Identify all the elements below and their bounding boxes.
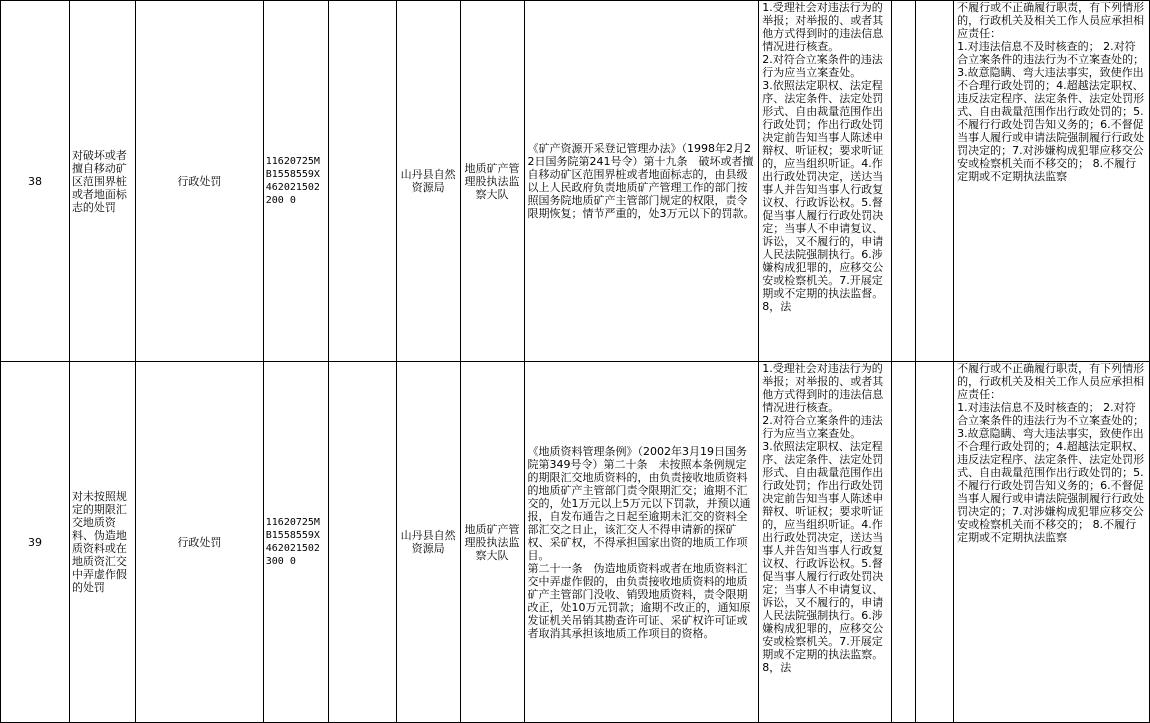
duty-text: 1.受理社会对违法行为的举报；对举报的、或者其他方式得到时的违法信息情况进行核查。 2.对符合立案条件的违法行为应当立案查处。 3.依照法定职权、法定程序、法定条件、法定处罚形式、自由裁量范围作出行政处罚；作出行政处罚决定前告知当事人陈述申辩权、听证权；要求听证的，应当组织听证。4.作出行政处罚决定，送达当事人并告知当事人行政复议权、行政诉讼权。5.督促当事人履行行政处罚决定；当事人不申请复议、诉讼，又不履行的，申请人民法院强制执行。6.涉嫌构成犯罪的，应移交公安或检察机关。7.开展定期或不定期的执法监督。8，法 xyxy=(762,1,884,313)
subject-name: 山丹县自然资源局 xyxy=(400,168,456,194)
basis-cell[interactable] xyxy=(524,362,759,723)
duty-cell[interactable] xyxy=(759,362,892,723)
basis-cell[interactable] xyxy=(524,1,759,362)
row-number[interactable]: 38 xyxy=(1,1,70,362)
legal-basis: 《矿产资源开采登记管理办法》（1998年2月22日国务院第241号令）第十九条 破坏或者擅自移动矿区范围界桩或者地面标志的，由县级以上人民政府负责地质矿产管理工作的部门按照国务院地质矿产主管部门规定的权限，责令限期恢复；情节严重的，处3万元以下的罚款。 xyxy=(527,142,755,220)
legal-basis: 《地质资料管理条例》（2002年3月19日国务院第349号令）第二十条 未按照本条例规定的期限汇交地质资料的，由负责接收地质资料的地质矿产主管部门责令限期汇交；逾期不汇交的，处1万元以上5万元以下罚款，并预以通报，自发布通告之日起至逾期未汇交的资料全部汇交之日止，该汇交人不得申请新的探矿权、采矿权，不得承担国家出资的地质工作项目。 第二十一条 伪造地质资料或者在地质资料汇交中弄虚作假的，由负责接收地质资料的地质矿产主管部门没收、销毁地质资料，责令限期改正，处10万元罚款；逾期不改正的，通知原发证机关吊销其勘查许可证、采矿权许可证或者取消其承担该地质工作项目的资格。 xyxy=(527,444,751,640)
empty-cell[interactable] xyxy=(916,362,954,723)
resp-cell[interactable] xyxy=(954,362,1150,723)
item-name-cell[interactable] xyxy=(69,1,135,362)
table-row xyxy=(1,362,1150,723)
table-row xyxy=(1,1,1150,362)
item-type-cell[interactable]: 行政处罚 xyxy=(135,362,263,723)
dept-cell[interactable] xyxy=(460,1,524,362)
empty-cell[interactable] xyxy=(892,1,916,362)
subject-name: 山丹县自然资源局 xyxy=(400,529,456,555)
subject-cell[interactable] xyxy=(396,362,460,723)
row-number[interactable]: 39 xyxy=(1,362,70,723)
resp-cell[interactable] xyxy=(954,1,1150,362)
empty-cell[interactable] xyxy=(916,1,954,362)
responsibility-text: 不履行或不正确履行职责，有下列情形的，行政机关及相关工作人员应承担相应责任： 1.对违法信息不及时核查的； 2.对符合立案条件的违法行为不立案查处的； 3.故意隐瞒、弯大违法事实，致使作出不合理行政处罚的；4.超越法定职权、违反法定程序、法定条件、法定处罚形式、自由裁量范围作出行政处罚的；5.不履行行政处罚告知义务的；6.不督促当事人履行或申请法院强制履行行政处罚决定的；7.对涉嫌构成犯罪应移交公安或检察机关而不移交的； 8.不履行定期或不定期执法监察 xyxy=(957,362,1145,544)
duty-cell[interactable] xyxy=(759,1,892,362)
item-name-cell[interactable] xyxy=(69,362,135,723)
item-code: 11620725MB1558559X462021502200 0 xyxy=(265,156,320,206)
dept-cell[interactable] xyxy=(460,362,524,723)
empty-cell[interactable] xyxy=(328,1,396,362)
dept-name: 地质矿产管理股执法监察大队 xyxy=(464,522,520,562)
item-code-cell[interactable] xyxy=(263,1,328,362)
item-name: 对破坏或者擅自移动矿区范围界桩或者地面标志的处罚 xyxy=(71,148,127,214)
item-code: 11620725MB1558559X462021502300 0 xyxy=(265,517,320,567)
empty-cell[interactable] xyxy=(892,362,916,723)
item-name: 对未按照规定的期限汇交地质资料、伪造地质资料或在地质资汇交中弄虚作假的处罚 xyxy=(71,490,127,594)
item-code-cell[interactable] xyxy=(263,362,328,723)
subject-cell[interactable] xyxy=(396,1,460,362)
empty-cell[interactable] xyxy=(328,362,396,723)
duty-text: 1.受理社会对违法行为的举报；对举报的、或者其他方式得到时的违法信息情况进行核查。 2.对符合立案条件的违法行为应当立案查处。 3.依照法定职权、法定程序、法定条件、法定处罚形式、自由裁量范围作出行政处罚；作出行政处罚决定前告知当事人陈述申辩权、听证权；要求听证的，应当组织听证。4.作出行政处罚决定，送达当事人并告知当事人行政复议权、行政诉讼权。5.督促当事人履行行政处罚决定；当事人不申请复议、诉讼，又不履行的，申请人民法院强制执行。6.涉嫌构成犯罪的，应移交公安或检察机关。7.开展定期或不定期的执法监察。8，法 xyxy=(762,362,884,674)
dept-name: 地质矿产管理股执法监察大队 xyxy=(464,161,520,201)
item-type-cell[interactable]: 行政处罚 xyxy=(135,1,263,362)
responsibility-text: 不履行或不正确履行职责，有下列情形的，行政机关及相关工作人员应承担相应责任： 1.对违法信息不及时核查的； 2.对符合立案条件的违法行为不立案查处的； 3.故意隐瞒、弯大违法事实，致使作出不合理行政处罚的；4.超越法定职权、违反法定程序、法定条件、法定处罚形式、自由裁量范围作出行政处罚的；5.不履行行政处罚告知义务的；6.不督促当事人履行或申请法院强制履行行政处罚决定的；7.对涉嫌构成犯罪应移交公安或检察机关而不移交的； 8.不履行定期或不定期执法监察 xyxy=(957,1,1145,183)
